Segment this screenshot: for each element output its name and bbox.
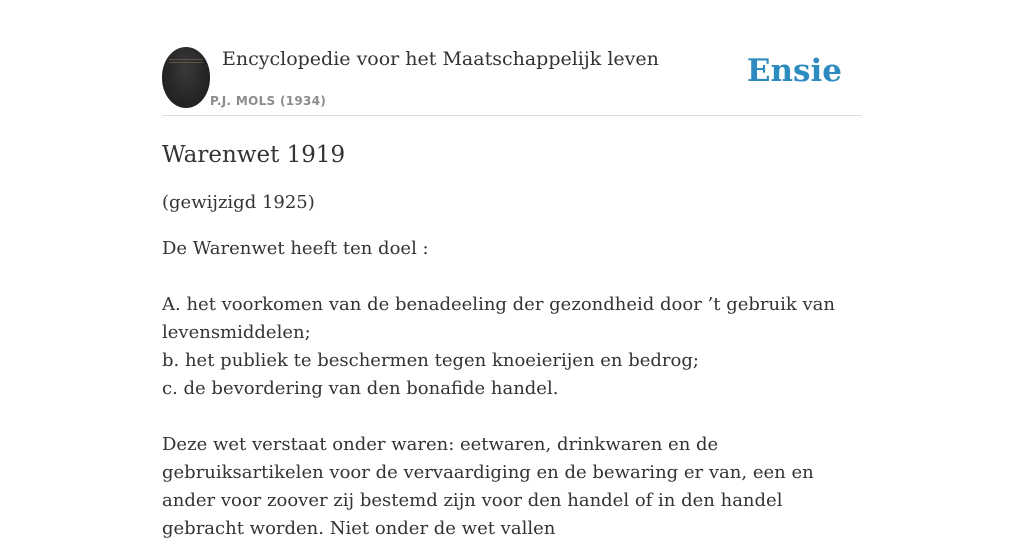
article-body: Deze wet verstaat onder waren: eetwaren, drinkwaren en de gebruiksartikelen voor de vervaardiging en de bewaring er van, een en ander voor zoover zij bestemd zijn voor den handel of in den handel gebracht worden. Niet onder de wet vallen — [162, 434, 814, 539]
paragraph-gap — [162, 263, 862, 291]
article-content — [162, 139, 862, 543]
list-item-a: A. het voorkomen van de benadeeling der gezondheid door ’t gebruik van levensmiddelen; — [162, 294, 835, 343]
cover-text-line — [169, 59, 203, 60]
book-title[interactable]: Encyclopedie voor het Maatschappelijk leven — [222, 48, 659, 70]
article-title: Warenwet 1919 — [162, 142, 346, 168]
author-label: P.J. MOLS (1934) — [210, 94, 327, 108]
ensie-logo[interactable]: Ensie — [746, 53, 842, 89]
book-cover-image[interactable] — [162, 47, 210, 108]
list-item-c: c. de bevordering van den bonafide handel. — [162, 378, 559, 399]
article-intro: De Warenwet heeft ten doel : — [162, 238, 429, 259]
cover-text-line — [169, 62, 203, 63]
article-subtitle: (gewijzigd 1925) — [162, 192, 315, 213]
paragraph-gap — [162, 403, 862, 431]
site-header — [162, 46, 862, 116]
list-item-b: b. het publiek te beschermen tegen knoeierijen en bedrog; — [162, 350, 699, 371]
